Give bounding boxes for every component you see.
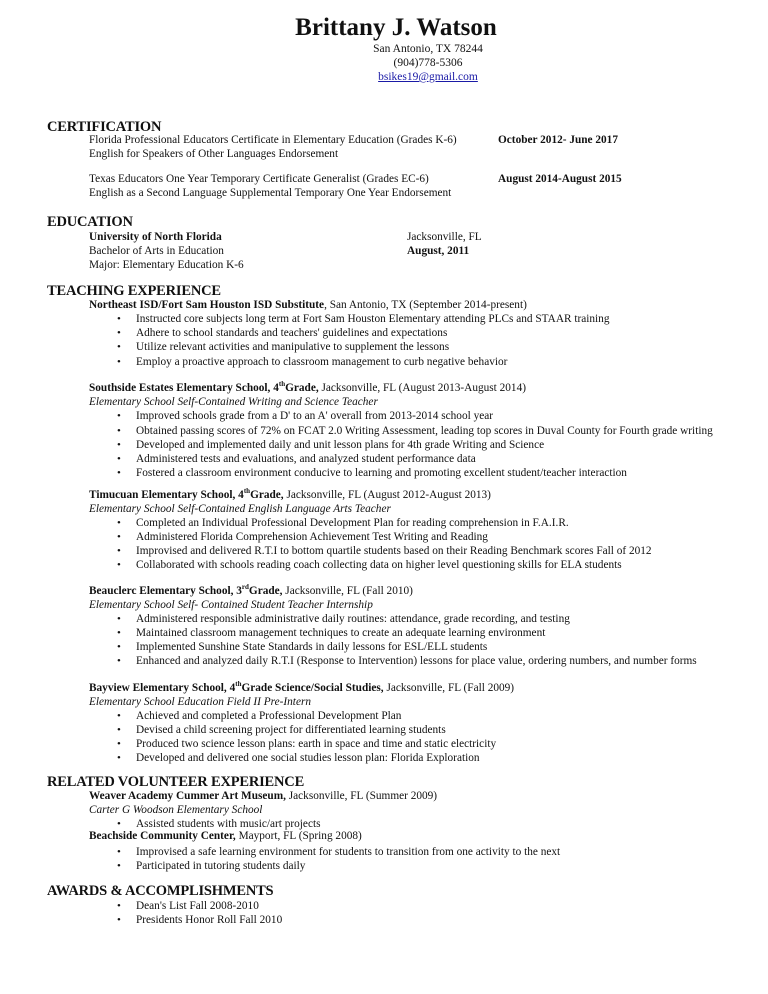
job-bullet: Obtained passing scores of 72% on FCAT 2.0 Writing Assessment, leading top scores in Duval County for Fourth grade writing: [136, 425, 713, 437]
bullet-icon: •: [117, 846, 121, 858]
job-org: Northeast ISD/Fort Sam Houston ISD Substitute: [89, 299, 325, 311]
job-bullet: Adhere to school standards and teachers' guidelines and expectations: [136, 327, 448, 339]
cert-1-dates: October 2012- June 2017: [498, 134, 618, 146]
bullet-icon: •: [117, 453, 121, 465]
edu-location: Jacksonville, FL: [407, 231, 482, 243]
award-item: Presidents Honor Roll Fall 2010: [136, 914, 283, 926]
job-heading: Bayview Elementary School, 4thGrade Science/Social Studies, Jacksonville, FL (Fall 2009): [89, 680, 515, 694]
volunteer-org: Weaver Academy Cummer Art Museum,: [89, 790, 286, 802]
bullet-icon: •: [117, 738, 121, 750]
volunteer-bullet: Participated in tutoring students daily: [136, 860, 306, 872]
cert-1-line1: Florida Professional Educators Certificate in Elementary Education (Grades K-6): [89, 134, 457, 146]
job-heading: Southside Estates Elementary School, 4thGrade, Jacksonville, FL (August 2013-August 2014): [89, 380, 526, 394]
bullet-icon: •: [117, 710, 121, 722]
bullet-icon: •: [117, 467, 121, 479]
edu-school: University of North Florida: [89, 231, 222, 243]
bullet-icon: •: [117, 410, 121, 422]
job-bullet: Instructed core subjects long term at Fort Sam Houston Elementary attending PLCs and STAAR training: [136, 313, 610, 325]
job-details: , San Antonio, TX (September 2014-present): [324, 299, 527, 311]
volunteer-bullet: Improvised a safe learning environment for students to transition from one activity to the next: [136, 846, 561, 858]
bullet-icon: •: [117, 655, 121, 667]
job-role: Elementary School Self-Contained Writing and Science Teacher: [89, 396, 378, 408]
job-bullet: Developed and delivered one social studies lesson plan: Florida Exploration: [136, 752, 480, 764]
volunteer-bullet: Assisted students with music/art projects: [136, 818, 321, 830]
job-details: Jacksonville, FL (August 2013-August 2014): [318, 382, 526, 394]
edu-degree: Bachelor of Arts in Education: [89, 245, 224, 257]
job-bullet: Administered tests and evaluations, and analyzed student performance data: [136, 453, 476, 465]
job-details: Jacksonville, FL (Fall 2009): [383, 682, 515, 694]
bullet-icon: •: [117, 425, 121, 437]
job-bullet: Devised a child screening project for differentiated learning students: [136, 724, 446, 736]
job-org: Beauclerc Elementary School, 3: [89, 585, 242, 597]
volunteer-role: Carter G Woodson Elementary School: [89, 804, 263, 816]
bullet-icon: •: [117, 900, 121, 912]
cert-2-dates: August 2014-August 2015: [498, 173, 622, 185]
email-link[interactable]: bsikes19@gmail.com: [378, 71, 478, 83]
bullet-icon: •: [117, 313, 121, 325]
section-title-awards: AWARDS & ACCOMPLISHMENTS: [47, 883, 274, 899]
bullet-icon: •: [117, 613, 121, 625]
job-role: Elementary School Self-Contained English Language Arts Teacher: [89, 503, 391, 515]
bullet-icon: •: [117, 818, 121, 830]
volunteer-heading: Weaver Academy Cummer Art Museum, Jacksonville, FL (Summer 2009): [89, 790, 438, 802]
job-bullet: Developed and implemented daily and unit lesson plans for 4th grade Writing and Science: [136, 439, 545, 451]
cert-1-line2: English for Speakers of Other Languages Endorsement: [89, 148, 339, 160]
job-bullet: Administered Florida Comprehension Achievement Test Writing and Reading: [136, 531, 488, 543]
job-heading: Timucuan Elementary School, 4thGrade, Jacksonville, FL (August 2012-August 2013): [89, 487, 491, 501]
bullet-icon: •: [117, 559, 121, 571]
bullet-icon: •: [117, 545, 121, 557]
section-title-certification: CERTIFICATION: [47, 119, 162, 135]
candidate-name: Brittany J. Watson: [295, 14, 497, 41]
bullet-icon: •: [117, 860, 121, 872]
job-bullet: Utilize relevant activities and manipulative to supplement the lessons: [136, 341, 450, 353]
edu-date: August, 2011: [407, 245, 470, 257]
resume-header: [0, 14, 768, 84]
job-org: Timucuan Elementary School, 4: [89, 489, 244, 501]
job-bullet: Administered responsible administrative daily routines: attendance, grade recording, and testing: [136, 613, 570, 625]
job-bullet: Improvised and delivered R.T.I to bottom quartile students based on their Reading Benchmark scores Fall of 2012: [136, 545, 652, 557]
bullet-icon: •: [117, 341, 121, 353]
bullet-icon: •: [117, 641, 121, 653]
job-bullet: Maintained classroom management techniques to create an adequate learning environment: [136, 627, 546, 639]
phone: (904)778-5306: [393, 57, 463, 69]
job-heading: Beauclerc Elementary School, 3rdGrade, Jacksonville, FL (Fall 2010): [89, 583, 413, 597]
bullet-icon: •: [117, 914, 121, 926]
job-bullet: Employ a proactive approach to classroom management to curb negative behavior: [136, 356, 508, 368]
cert-2-line1: Texas Educators One Year Temporary Certificate Generalist (Grades EC-6): [89, 173, 429, 185]
volunteer-heading: Beachside Community Center, Mayport, FL (Spring 2008): [89, 830, 362, 842]
bullet-icon: •: [117, 439, 121, 451]
bullet-icon: •: [117, 627, 121, 639]
section-title-volunteer: RELATED VOLUNTEER EXPERIENCE: [47, 774, 305, 790]
job-bullet: Fostered a classroom environment conducive to learning and promoting excellent student/teacher interaction: [136, 467, 627, 479]
volunteer-org: Beachside Community Center,: [89, 830, 236, 842]
job-org: Bayview Elementary School, 4: [89, 682, 236, 694]
edu-major: Major: Elementary Education K-6: [89, 259, 244, 271]
section-title-teaching: TEACHING EXPERIENCE: [47, 283, 221, 299]
job-heading: [89, 298, 527, 312]
address: San Antonio, TX 78244: [373, 43, 483, 55]
job-role: Elementary School Self- Contained Student Teacher Internship: [89, 599, 373, 611]
job-details: Jacksonville, FL (Fall 2010): [282, 585, 413, 597]
job-bullet: Collaborated with schools reading coach collecting data on higher level questioning skills for ELA students: [136, 559, 622, 571]
job-bullet: Achieved and completed a Professional Development Plan: [136, 710, 402, 722]
bullet-icon: •: [117, 356, 121, 368]
job-bullet: Implemented Sunshine State Standards in daily lessons for ESL/ELL students: [136, 641, 488, 653]
bullet-icon: •: [117, 517, 121, 529]
bullet-icon: •: [117, 531, 121, 543]
bullet-icon: •: [117, 724, 121, 736]
section-title-education: EDUCATION: [47, 214, 133, 230]
job-details: Jacksonville, FL (August 2012-August 2013): [283, 489, 491, 501]
bullet-icon: •: [117, 752, 121, 764]
job-bullet: Completed an Individual Professional Development Plan for reading comprehension in F.A.I.R.: [136, 517, 569, 529]
cert-2-line2: English as a Second Language Supplemental Temporary One Year Endorsement: [89, 187, 452, 199]
bullet-icon: •: [117, 327, 121, 339]
job-role: Elementary School Education Field II Pre-Intern: [89, 696, 311, 708]
job-bullet: Enhanced and analyzed daily R.T.I (Response to Intervention) lessons for place value, ordering numbers, and number forms: [136, 655, 697, 667]
award-item: Dean's List Fall 2008-2010: [136, 900, 259, 912]
job-bullet: Produced two science lesson plans: earth in space and time and static electricity: [136, 738, 497, 750]
job-bullet: Improved schools grade from a D' to an A' overall from 2013-2014 school year: [136, 410, 494, 422]
job-org: Southside Estates Elementary School, 4: [89, 382, 279, 394]
